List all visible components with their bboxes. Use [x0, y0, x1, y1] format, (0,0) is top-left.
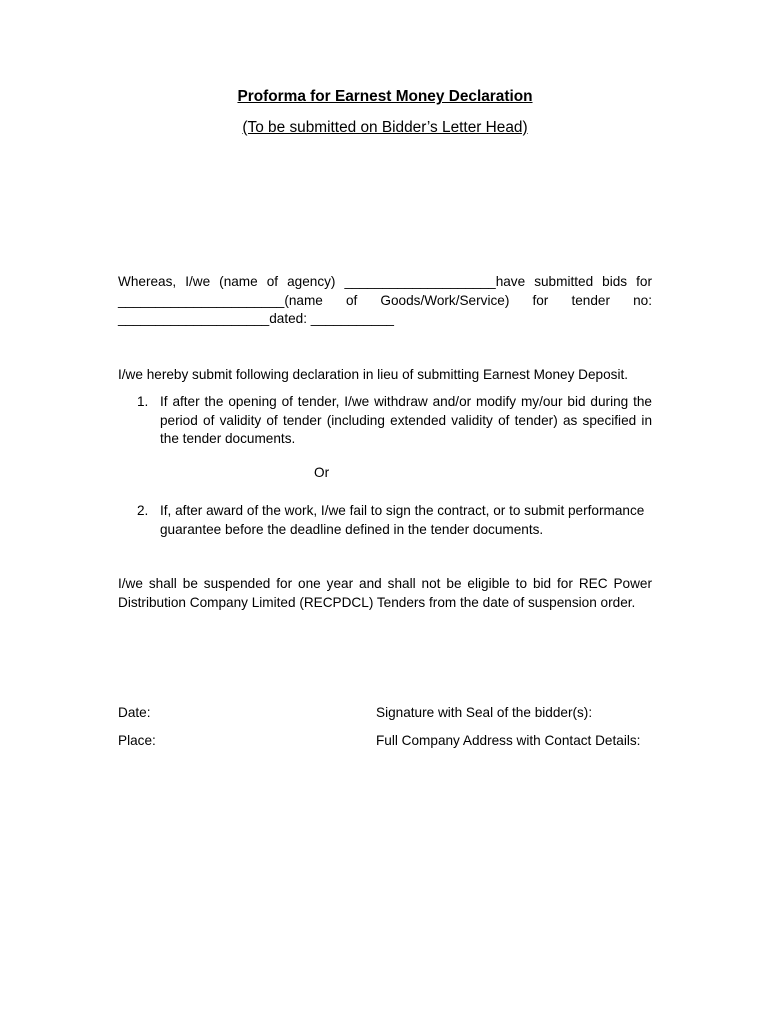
- or-separator: Or: [314, 465, 330, 480]
- intro-line: ______________________(name of Goods/Work/Service) for tender no:: [118, 292, 652, 308]
- intro-paragraph: [118, 273, 652, 329]
- list-item-line: period of validity of tender (including extended validity of tender) as specified in: [160, 412, 652, 428]
- list-item-line: If after the opening of tender, I/we withdraw and/or modify my/our bid during the: [160, 394, 652, 409]
- intro-line: ____________________dated: ___________: [118, 311, 394, 327]
- list-item: [118, 393, 652, 449]
- list-item: [118, 502, 652, 539]
- intro-line: Whereas, I/we (name of agency) ____________________have submitted bids for: [118, 274, 652, 289]
- suspension-line: I/we shall be suspended for one year and shall not be eligible to bid for REC Power: [118, 576, 652, 591]
- list-item-number: 2.: [137, 503, 149, 518]
- declaration-intro: [118, 366, 652, 385]
- list-item-line: the tender documents.: [160, 431, 296, 447]
- address-label: Full Company Address with Contact Details:: [376, 733, 641, 748]
- list-item-line: guarantee before the deadline defined in the tender documents.: [160, 521, 544, 537]
- signature-label: Signature with Seal of the bidder(s):: [376, 705, 593, 720]
- suspension-line: Distribution Company Limited (RECPDCL) Tenders from the date of suspension order.: [118, 594, 636, 610]
- date-label: Date:: [118, 705, 151, 720]
- suspension-paragraph: [118, 575, 652, 612]
- list-item-text: [160, 502, 652, 539]
- list-item-text: [160, 393, 652, 449]
- document-subtitle: (To be submitted on Bidder’s Letter Head): [242, 119, 528, 136]
- list-item-line: If, after award of the work, I/we fail to sign the contract, or to submit performance: [160, 503, 645, 518]
- place-label: Place:: [118, 733, 156, 748]
- declaration-intro-text: I/we hereby submit following declaration in lieu of submitting Earnest Money Deposit.: [118, 367, 629, 382]
- list-item-number: 1.: [137, 394, 149, 409]
- document-title: Proforma for Earnest Money Declaration: [237, 88, 533, 105]
